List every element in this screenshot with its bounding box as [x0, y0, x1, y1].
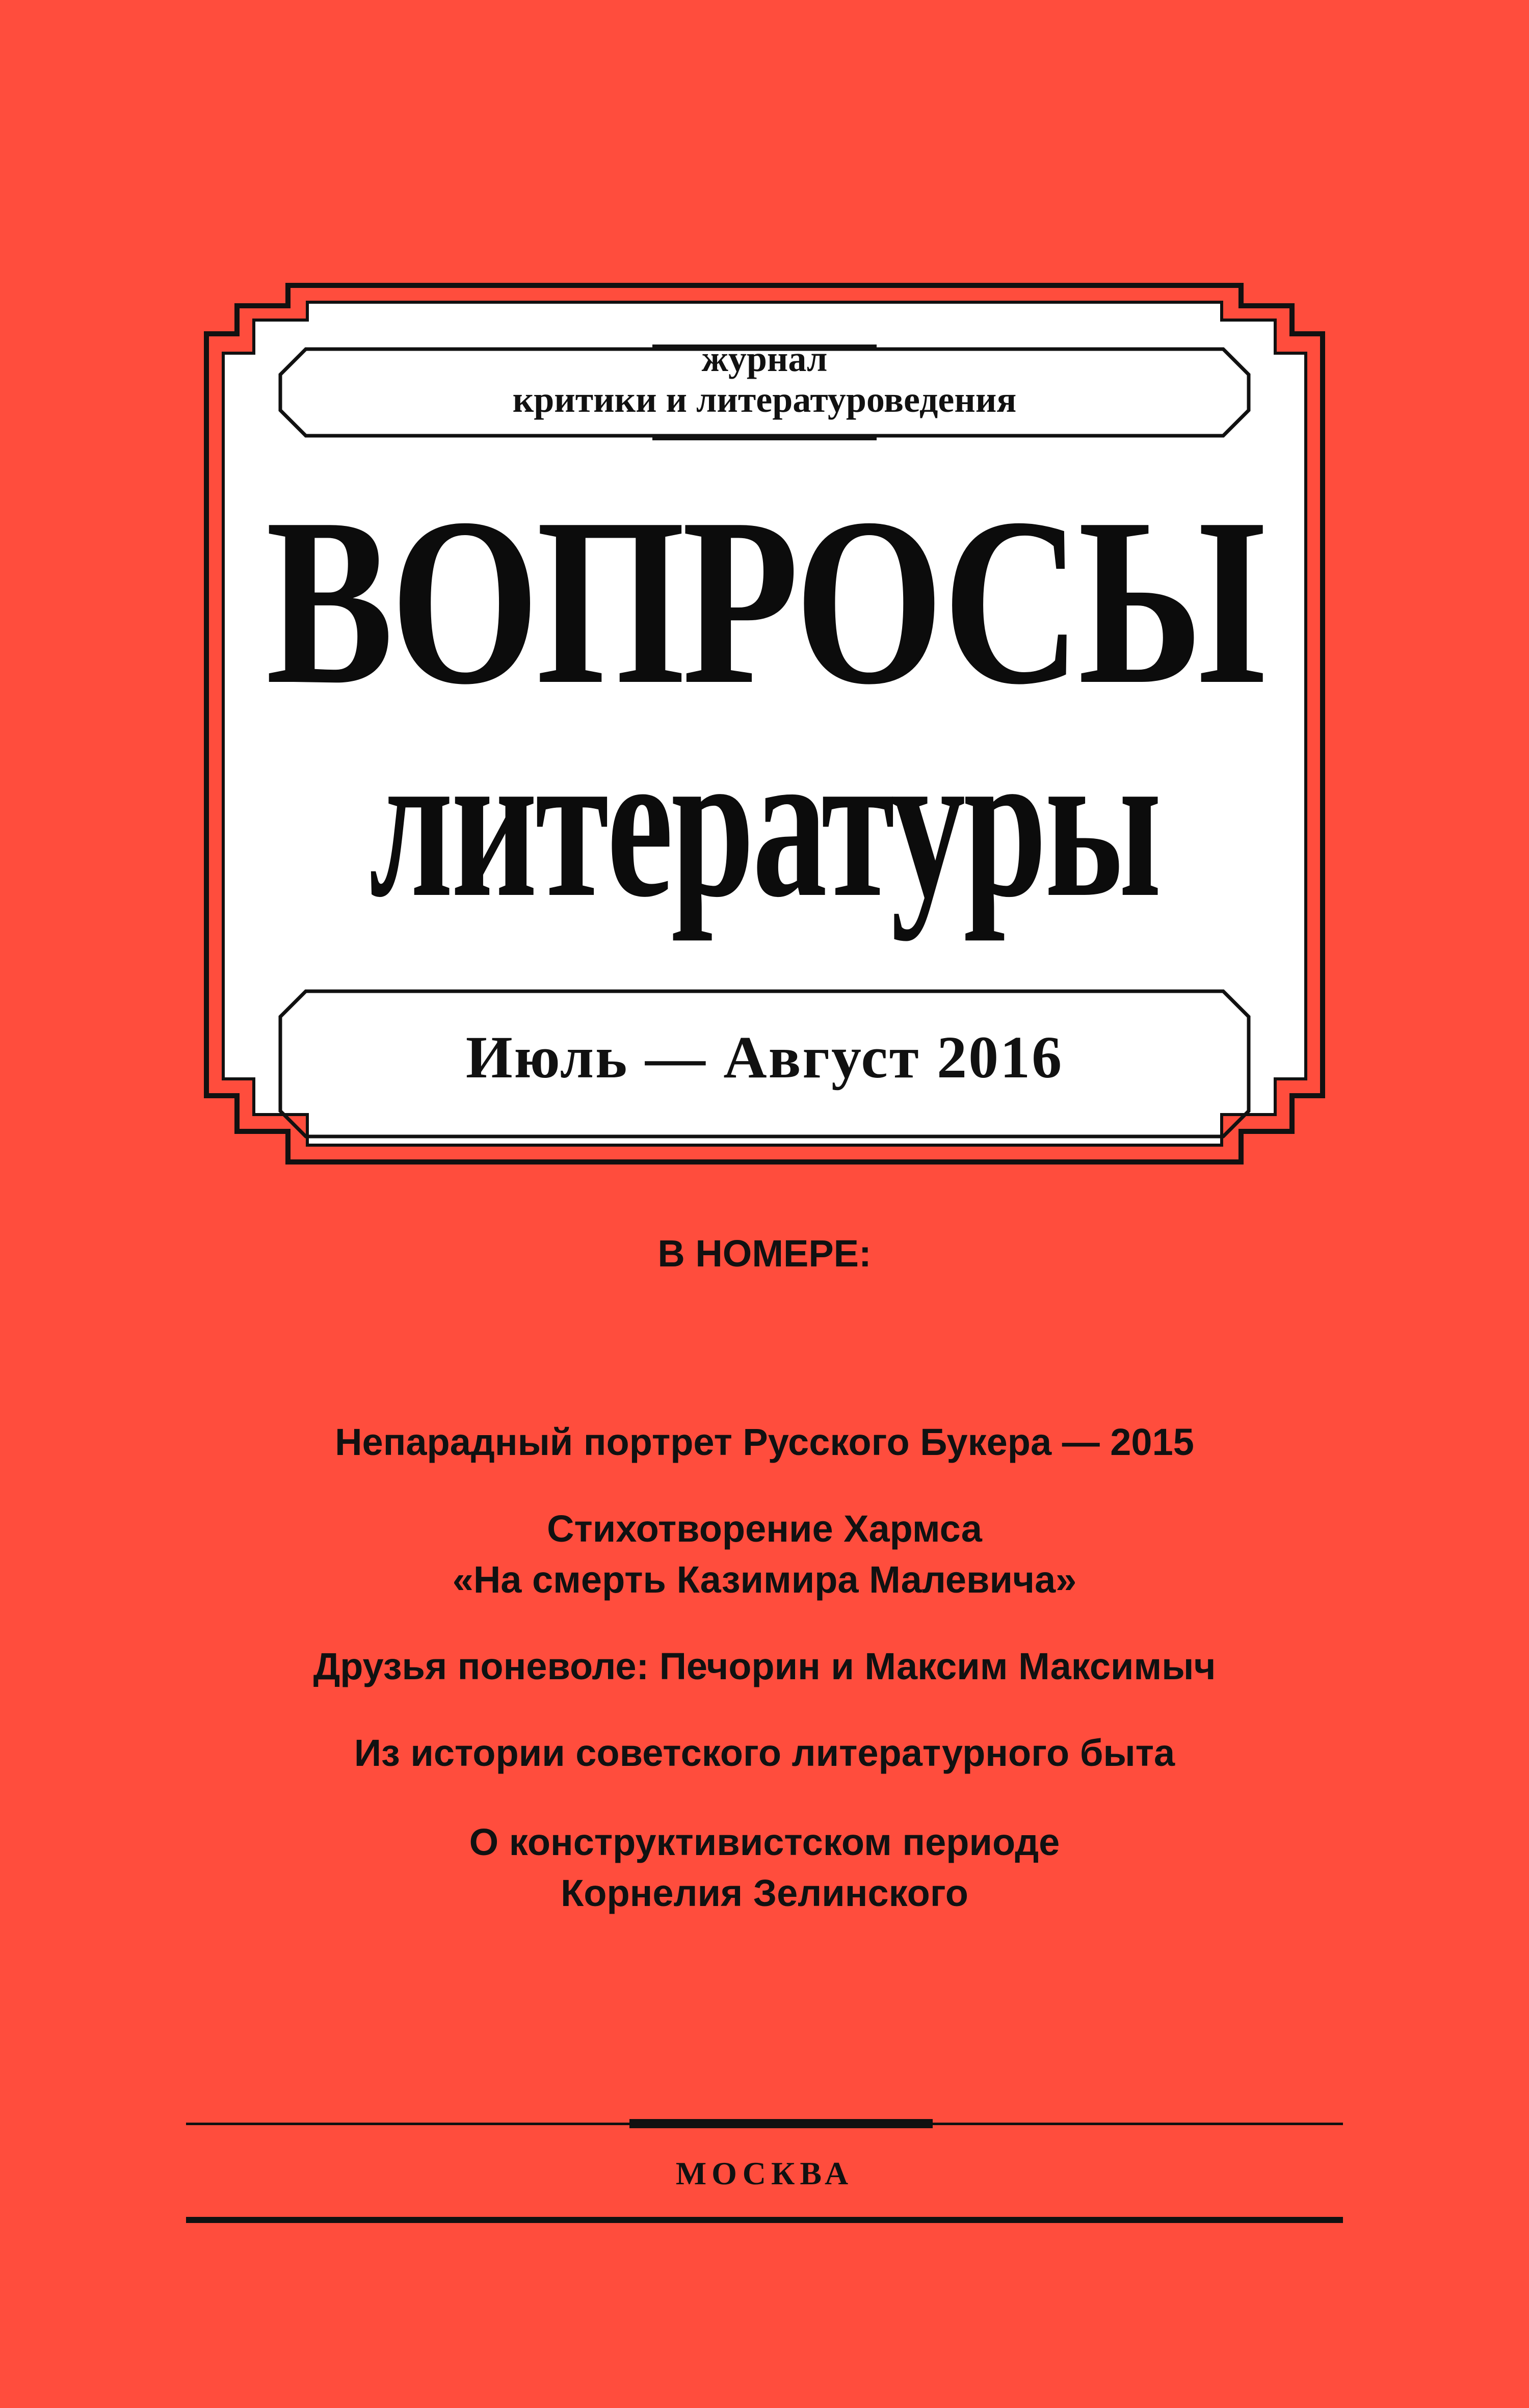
- contents-item-3: [0, 1641, 1529, 1692]
- subtitle-line-2: критики и литературоведения: [512, 379, 1017, 420]
- publication-city: МОСКВА: [675, 2155, 854, 2191]
- journal-subtitle: [285, 340, 1244, 418]
- contents-item-3-line-1: Друзья поневоле: Печорин и Максим Максимыч: [313, 1645, 1216, 1687]
- contents-item-2-line-2: «На смерть Казимира Малевича»: [452, 1558, 1077, 1601]
- contents-item-2-line-1: Стихотворение Хармса: [547, 1507, 982, 1550]
- issue-date: Июль — Август 2016: [465, 1024, 1064, 1091]
- contents-item-5-line-1: О конструктивистском периоде: [469, 1821, 1060, 1863]
- journal-title-line-2: [0, 704, 1529, 941]
- contents-item-4: [0, 1728, 1529, 1779]
- title-word-1: ВОПРОСЫ: [266, 468, 1263, 734]
- title-word-2: литературы: [369, 704, 1160, 941]
- contents-item-5: [0, 1817, 1529, 1919]
- subtitle-line-1: журнал: [701, 338, 828, 379]
- bottom-rule: [186, 2217, 1343, 2223]
- contents-item-1: [0, 1417, 1529, 1468]
- journal-title-line-1: [0, 468, 1529, 734]
- contents-item-5-line-2: Корнелия Зелинского: [561, 1872, 968, 1914]
- contents-heading: В НОМЕРЕ:: [657, 1232, 872, 1275]
- contents-item-4-line-1: Из истории советского литературного быта: [354, 1732, 1175, 1774]
- contents-item-2: [0, 1503, 1529, 1605]
- contents-item-1-line-1: Непарадный портрет Русского Букера — 2015: [335, 1421, 1194, 1463]
